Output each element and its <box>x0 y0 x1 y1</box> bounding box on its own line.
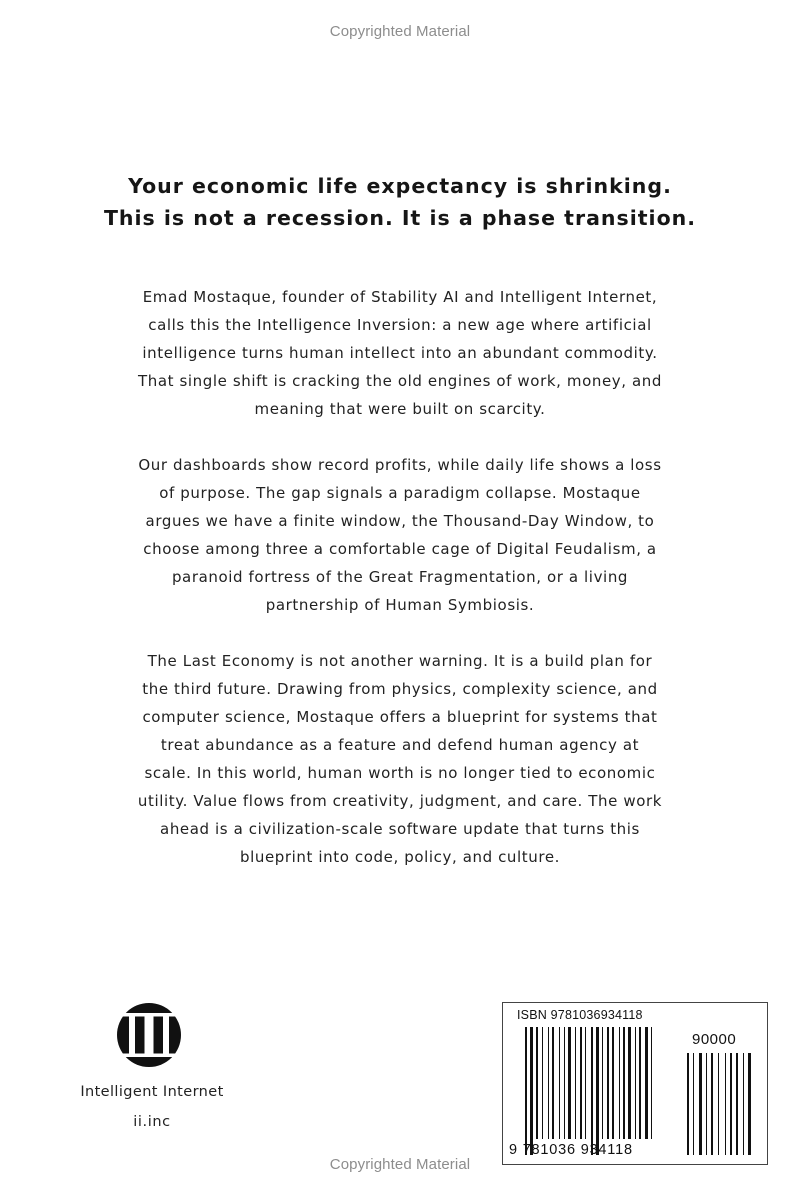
paragraph-line: meaning that were built on scarcity. <box>254 400 546 418</box>
barcode-bar <box>607 1027 609 1139</box>
barcode-bar <box>591 1027 593 1155</box>
barcode-bar <box>711 1053 713 1155</box>
barcode-bar <box>596 1027 599 1155</box>
barcode-bar <box>635 1027 636 1139</box>
barcode-bar <box>536 1027 538 1139</box>
isbn-barcode-block <box>502 1002 768 1165</box>
paragraph-line: intelligence turns human intellect into an abundant commodity. <box>142 344 658 362</box>
paragraph-line: ahead is a civilization-scale software update that turns this <box>160 820 640 838</box>
headline-line-2: This is not a recession. It is a phase transition. <box>103 206 697 230</box>
paragraph-line: Our dashboards show record profits, while daily life shows a loss <box>138 456 662 474</box>
barcode-bar <box>725 1053 726 1155</box>
publisher-name: Intelligent Internet <box>80 1084 224 1100</box>
paragraph-line: partnership of Human Symbiosis. <box>265 596 535 614</box>
barcode-bars <box>503 1003 767 1164</box>
barcode-bar <box>552 1027 554 1139</box>
barcode-bar <box>718 1053 719 1155</box>
barcode-bar <box>525 1027 527 1155</box>
intelligent-internet-logo-icon <box>117 1003 181 1067</box>
barcode-bar <box>743 1053 744 1155</box>
paragraph-line: the third future. Drawing from physics, complexity science, and <box>142 680 658 698</box>
paragraph-blueprint <box>0 647 800 871</box>
barcode-bar <box>548 1027 549 1139</box>
barcode-bar <box>699 1053 702 1155</box>
publisher-url: ii.inc <box>133 1114 171 1130</box>
paragraph-line: argues we have a finite window, the Thousand-Day Window, to <box>145 512 655 530</box>
paragraph-line: computer science, Mostaque offers a blueprint for systems that <box>142 708 658 726</box>
isbn-label: ISBN 9781036934118 <box>517 1008 643 1022</box>
paragraph-line: blueprint into code, policy, and culture. <box>239 848 561 866</box>
isbn-digits: 9 781036 934118 <box>509 1142 633 1158</box>
headline <box>0 170 800 234</box>
copyright-watermark-bottom: Copyrighted Material <box>329 1156 471 1173</box>
paragraph-line: That single shift is cracking the old engines of work, money, and <box>137 372 663 390</box>
barcode-bar <box>645 1027 648 1139</box>
barcode-bar <box>542 1027 543 1139</box>
barcode-bar <box>612 1027 614 1139</box>
price-code: 90000 <box>692 1031 737 1048</box>
paragraph-line: utility. Value flows from creativity, judgment, and care. The work <box>137 792 663 810</box>
barcode-bar <box>619 1027 620 1139</box>
barcode-bar <box>602 1027 603 1139</box>
barcode-bar <box>706 1053 707 1155</box>
barcode-bar <box>559 1027 560 1139</box>
barcode-bar <box>651 1027 652 1139</box>
barcode-bar <box>730 1053 732 1155</box>
barcode-bar <box>748 1053 751 1155</box>
paragraph-line: of purpose. The gap signals a paradigm collapse. Mostaque <box>159 484 641 502</box>
barcode-bar <box>575 1027 576 1139</box>
paragraph-line: scale. In this world, human worth is no longer tied to economic <box>144 764 656 782</box>
barcode-bar <box>530 1027 533 1155</box>
barcode-bar <box>639 1027 641 1139</box>
barcode-bar <box>693 1053 694 1155</box>
paragraph-line: The Last Economy is not another warning. It is a build plan for <box>147 652 653 670</box>
barcode-bar <box>585 1027 586 1139</box>
paragraph-line: paranoid fortress of the Great Fragmentation, or a living <box>171 568 629 586</box>
paragraph-intro <box>0 283 800 423</box>
barcode-bar <box>736 1053 738 1155</box>
headline-line-1: Your economic life expectancy is shrinking. <box>128 174 672 198</box>
barcode-bar <box>580 1027 582 1139</box>
paragraph-line: calls this the Intelligence Inversion: a new age where artificial <box>148 316 652 334</box>
barcode-bar <box>623 1027 625 1139</box>
barcode-bar <box>568 1027 571 1139</box>
paragraph-window <box>0 451 800 619</box>
barcode-bar <box>687 1053 689 1155</box>
barcode-bar <box>628 1027 631 1139</box>
barcode-bar <box>564 1027 565 1139</box>
paragraph-line: treat abundance as a feature and defend human agency at <box>160 736 640 754</box>
paragraph-line: choose among three a comfortable cage of Digital Feudalism, a <box>143 540 657 558</box>
paragraph-line: Emad Mostaque, founder of Stability AI and Intelligent Internet, <box>142 288 658 306</box>
copyright-watermark-top: Copyrighted Material <box>329 23 471 40</box>
